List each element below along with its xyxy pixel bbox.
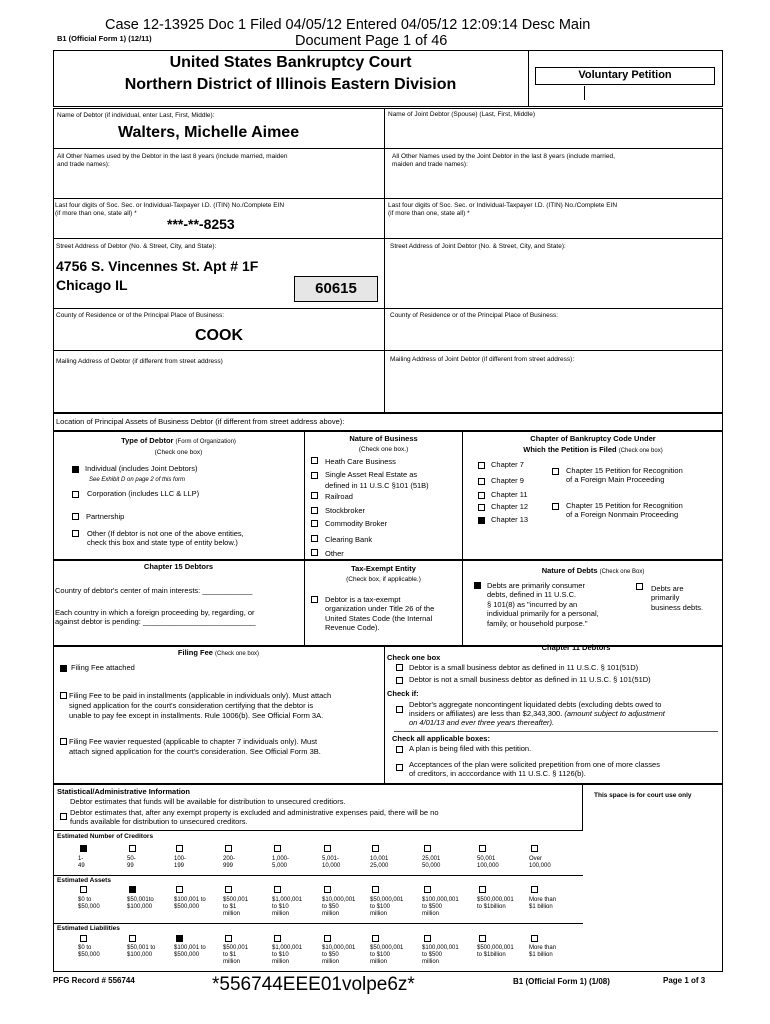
assets-estimate-checkbox[interactable]	[479, 886, 486, 893]
chapter-15-nonmain-checkbox[interactable]	[552, 503, 559, 510]
health-care-checkbox[interactable]	[311, 457, 318, 464]
debtor-other-names-label: All Other Names used by the Debtor in the last 8 years (include married, maiden and trade names):	[57, 153, 288, 168]
debtor-ssn: ***-**-8253	[167, 216, 235, 232]
fee-waiver-checkbox[interactable]	[60, 738, 67, 745]
assets-estimate-label: $1,000,001 to $10 million	[272, 897, 303, 918]
partnership-label: Partnership	[86, 512, 125, 521]
assets-label: Estimated Assets	[57, 877, 111, 884]
nature-debts-title: Nature of Debts (Check one Box)	[541, 566, 645, 575]
assets-estimate-label: $50,001to $100,000	[127, 897, 154, 911]
assets-estimate-checkbox[interactable]	[176, 886, 183, 893]
funds-available-label: Debtor estimates that funds will be available for distribution to unsecured creditiors.	[70, 797, 346, 806]
assets-estimate-label: $500,000,001 to $1billion	[477, 897, 514, 911]
liabilities-estimate-checkbox[interactable]	[424, 935, 431, 942]
installments-label: Filing Fee to be paid in installments (applicable in individuals only). Must attach signed application for the court's consideration certifying that the debtor is unable to pay fee except in installments. Rule 1006(b). See Official Form 3A.	[69, 691, 332, 720]
assets-estimate-label: $100,001 to $500,000	[174, 897, 206, 911]
creditor-estimate-checkbox[interactable]	[372, 845, 379, 852]
debtor-street-line-2: Chicago IL	[56, 277, 128, 293]
assets-estimate-label: More than $1 billion	[529, 897, 557, 911]
health-care-label: Heath Care Business	[325, 457, 396, 466]
stockbroker-checkbox[interactable]	[311, 507, 318, 514]
joint-county-label: County of Residence or of the Principal Place of Business:	[390, 312, 559, 319]
liabilities-label: Estimated Liabilities	[57, 925, 120, 932]
joint-name-label: Name of Joint Debtor (Spouse) (Last, First, Middle)	[388, 111, 536, 118]
chapter-subtitle: Which the Petition is Filed (Check one box)	[523, 445, 663, 454]
single-asset-label: Single Asset Real Estate as	[325, 470, 418, 479]
tax-exempt-subtitle: (Check box, if applicable.)	[346, 576, 421, 583]
assets-estimate-checkbox[interactable]	[80, 886, 87, 893]
clearing-bank-checkbox[interactable]	[311, 535, 318, 542]
debtor-name-label: Name of Debtor (if individual, enter Last, First, Middle):	[57, 112, 215, 119]
case-stamp: Case 12-13925 Doc 1 Filed 04/05/12 Entered 04/05/12 12:09:14 Desc Main	[105, 17, 591, 33]
creditor-estimate-label: 50- 99	[127, 856, 136, 870]
commodity-broker-checkbox[interactable]	[311, 520, 318, 527]
assets-estimate-checkbox[interactable]	[129, 886, 136, 893]
no-funds-checkbox[interactable]	[60, 813, 67, 820]
creditor-estimate-checkbox[interactable]	[176, 845, 183, 852]
chapter-7-label: Chapter 7	[491, 460, 524, 469]
chapter-11-check-if: Check if:	[387, 689, 419, 698]
exhibit-d-note: See Exhibit D on page 2 of this form	[89, 477, 186, 483]
single-asset-checkbox[interactable]	[311, 472, 318, 479]
chapter-12-label: Chapter 12	[491, 502, 529, 511]
not-small-business-label: Debtor is not a small business debtor as defined in 11 U.S.C. § 101(51D)	[409, 675, 651, 684]
assets-estimate-checkbox[interactable]	[324, 886, 331, 893]
filing-fee-title: Filing Fee (Check one box)	[177, 648, 260, 657]
creditor-estimate-checkbox[interactable]	[225, 845, 232, 852]
creditor-estimate-checkbox[interactable]	[424, 845, 431, 852]
chapter-15-nonmain-label: Chapter 15 Petition for Recognition of a Foreign Nonmain Proceeding	[566, 501, 683, 519]
individual-checkbox[interactable]	[72, 466, 79, 473]
plan-filed-label: A plan is being filed with this petition.	[409, 744, 532, 753]
chapter-11-title: Chapter 11 Debtors	[541, 643, 611, 652]
court-use-only: This space is for court use only	[594, 792, 692, 799]
creditor-estimate-checkbox[interactable]	[80, 845, 87, 852]
location-label: Location of Principal Assets of Business Debtor (if different from street address above):	[56, 417, 345, 426]
liabilities-estimate-checkbox[interactable]	[531, 935, 538, 942]
court-title: United States Bankruptcy Court	[169, 54, 412, 71]
debtor-county: COOK	[195, 327, 243, 344]
chapter-title: Chapter of Bankruptcy Code Under	[530, 434, 656, 443]
creditor-estimate-checkbox[interactable]	[129, 845, 136, 852]
tax-exempt-checkbox[interactable]	[311, 596, 318, 603]
railroad-checkbox[interactable]	[311, 492, 318, 499]
debtor-mailing-label: Mailing Address of Debtor (if different from street address)	[56, 358, 223, 365]
small-business-label: Debtor is a small business debtor as defined in 11 U.S.C. § 101(51D)	[409, 663, 639, 672]
chapter-11-label: Chapter 11	[491, 490, 528, 499]
liabilities-estimate-label: $0 to $50,000	[78, 945, 100, 959]
form-id: B1 (Official Form 1) (12/11)	[57, 34, 152, 43]
other-entity-checkbox[interactable]	[72, 530, 79, 537]
liabilities-estimate-checkbox[interactable]	[176, 935, 183, 942]
liabilities-estimate-checkbox[interactable]	[274, 935, 281, 942]
voluntary-petition-label: Voluntary Petition	[578, 69, 672, 81]
barcode-text: *556744EEE01volpe6z*	[212, 974, 415, 995]
debtor-street-label: Street Address of Debtor (No. & Street, City, and State):	[56, 243, 217, 250]
assets-estimate-checkbox[interactable]	[274, 886, 281, 893]
debtor-ssn-label: Last four digits of Soc. Sec. or Individual-Taxpayer I.D. (ITIN) No./Complete EIN (if more than one, state all) *	[55, 202, 285, 217]
fee-waiver-label: Filing Fee wavier requested (applicable to chapter 7 individuals only). Must attach signed application for the court's consideration. See Official Form 3B.	[69, 737, 321, 756]
joint-other-names-label: All Other Names used by the Joint Debtor in the last 8 years (include married, maiden and trade names):	[392, 153, 615, 168]
nature-business-subtitle: (Check one box.)	[358, 446, 409, 453]
tax-exempt-text: Debtor is a tax-exempt organization under Title 26 of the United States Code (the Internal Revenue Code).	[325, 595, 435, 633]
assets-estimate-checkbox[interactable]	[225, 886, 232, 893]
liabilities-estimate-checkbox[interactable]	[324, 935, 331, 942]
single-asset-definition: defined in 11 U.S.C §101 (51B)	[325, 481, 429, 490]
statistical-title: Statistical/Administrative Information	[57, 787, 190, 796]
assets-estimate-label: $100,000,001 to $500 million	[422, 897, 459, 918]
chapter-12-checkbox[interactable]	[478, 504, 485, 511]
clearing-bank-label: Clearing Bank	[325, 535, 373, 544]
other-business-label: Other	[325, 549, 344, 558]
liabilities-estimate-checkbox[interactable]	[225, 935, 232, 942]
assets-estimate-checkbox[interactable]	[531, 886, 538, 893]
chapter-11-check-one: Check one box	[387, 653, 441, 662]
liabilities-estimate-checkbox[interactable]	[129, 935, 136, 942]
creditor-estimate-checkbox[interactable]	[479, 845, 486, 852]
liabilities-estimate-label: $100,000,001 to $500 million	[422, 945, 459, 966]
nature-business-title: Nature of Business	[349, 434, 418, 443]
acceptances-label: Acceptances of the plan were solicited prepetition from one of more classes of creditors, in acccordance with 11 U.S.C. § 1126(b).	[409, 760, 660, 778]
chapter-9-checkbox[interactable]	[478, 478, 485, 485]
court-district: Northern District of Illinois Eastern Division	[124, 76, 457, 93]
creditor-estimate-label: 50,001 100,000	[477, 856, 499, 870]
filing-fee-attached-checkbox[interactable]	[60, 665, 67, 672]
joint-street-label: Street Address of Joint Debtor (No. & Street, City, and State):	[390, 243, 566, 250]
creditor-estimate-checkbox[interactable]	[274, 845, 281, 852]
debtor-zip: 60615	[315, 280, 357, 297]
creditor-estimate-checkbox[interactable]	[324, 845, 331, 852]
debtor-name: Walters, Michelle Aimee	[118, 124, 300, 141]
business-debts-checkbox[interactable]	[636, 583, 643, 590]
liabilities-estimate-checkbox[interactable]	[479, 935, 486, 942]
creditor-estimate-label: 200- 999	[223, 856, 236, 870]
chapter-15-main-checkbox[interactable]	[552, 468, 559, 475]
foreign-proceeding-countries: Each country in which a foreign proceeding by, regarding, or against debtor is pending: ___________________________	[55, 608, 256, 626]
consumer-debts-checkbox[interactable]	[474, 582, 481, 589]
creditor-estimate-label: 25,001 50,000	[422, 856, 441, 870]
chapter-15-debtors-title: Chapter 15 Debtors	[143, 562, 214, 571]
page-number: Page 1 of 3	[663, 976, 706, 985]
no-funds-label: Debtor estimates that, after any exempt property is excluded and administrative expenses paid, there will be no funds available for distribution to unsecured creditors.	[70, 808, 439, 826]
liabilities-estimate-label: $50,001 to $100,000	[127, 945, 156, 959]
chapter-13-checkbox[interactable]	[478, 517, 485, 524]
chapter-15-main-label: Chapter 15 Petition for Recognition of a Foreign Main Proceeding	[566, 466, 683, 484]
pfg-record: PFG Record # 556744	[53, 976, 135, 985]
joint-mailing-label: Mailing Address of Joint Debtor (if different from street address):	[390, 356, 575, 363]
not-small-business-checkbox[interactable]	[396, 677, 403, 684]
assets-estimate-checkbox[interactable]	[372, 886, 379, 893]
other-business-checkbox[interactable]	[311, 549, 318, 556]
liabilities-estimate-label: $500,000,001 to $1billion	[477, 945, 514, 959]
creditors-label: Estimated Number of Creditors	[57, 833, 154, 840]
liabilities-estimate-label: $10,000,001 to $50 million	[322, 945, 356, 966]
creditor-estimate-label: 100- 199	[174, 856, 187, 870]
railroad-label: Railroad	[325, 492, 353, 501]
chapter-11-checkbox[interactable]	[478, 492, 485, 499]
aggregate-debts-label: Debtor's aggregate noncontingent liquidated debts (excluding debts owed to insiders or affiliates) are less than $2,343,300. (amount subject to adjustment on 4/01/13 and ever three years thereafter).	[409, 700, 665, 727]
stockbroker-label: Stockbroker	[325, 506, 366, 515]
small-business-checkbox[interactable]	[396, 664, 403, 671]
liabilities-estimate-label: $100,001 to $500,000	[174, 945, 206, 959]
chapter-7-checkbox[interactable]	[478, 462, 485, 469]
type-of-debtor-title: Type of Debtor (Form of Organization)	[121, 436, 236, 445]
liabilities-estimate-checkbox[interactable]	[80, 935, 87, 942]
assets-estimate-checkbox[interactable]	[424, 886, 431, 893]
creditor-estimate-label: 10,001 25,000	[370, 856, 389, 870]
corporation-label: Corporation (includes LLC & LLP)	[87, 489, 200, 498]
aggregate-debts-checkbox[interactable]	[396, 706, 403, 713]
document-page-stamp: Document Page 1 of 46	[295, 33, 448, 49]
assets-estimate-label: $50,000,001 to $100 million	[370, 897, 404, 918]
liabilities-estimate-label: $500,001 to $1 million	[223, 945, 249, 966]
assets-estimate-label: $0 to $50,000	[78, 897, 100, 911]
assets-estimate-label: $10,000,001 to $50 million	[322, 897, 356, 918]
chapter-9-label: Chapter 9	[491, 476, 524, 485]
country-main-interests: Country of debtor's center of main interests: ____________	[55, 586, 253, 595]
individual-label: Individual (includes Joint Debtors)	[85, 464, 198, 473]
tax-exempt-title: Tax-Exempt Entity	[351, 564, 416, 573]
chapter-11-check-all: Check all applicable boxes:	[392, 734, 490, 743]
consumer-debts-label: Debts are primarily consumer debts, defined in 11 U.S.C. § 101(8) as "incurred by an individual primarily for a personal, family, or household purpose."	[487, 581, 599, 628]
chapter-13-label: Chapter 13	[491, 515, 529, 524]
assets-estimate-label: $500,001 to $1 million	[223, 897, 249, 918]
liabilities-estimate-checkbox[interactable]	[372, 935, 379, 942]
form-footer-id: B1 (Official Form 1) (1/08)	[513, 977, 610, 986]
commodity-broker-label: Commodity Broker	[325, 519, 388, 528]
creditor-estimate-label: 1,000- 5,000	[272, 856, 290, 870]
creditor-estimate-label: 1- 49	[78, 856, 85, 870]
type-of-debtor-subtitle: (Check one box)	[154, 449, 203, 456]
acceptances-checkbox[interactable]	[396, 764, 403, 771]
liabilities-estimate-label: $50,000,001 to $100 million	[370, 945, 404, 966]
debtor-county-label: County of Residence or of the Principal Place of Business:	[56, 312, 225, 319]
debtor-street-line-1: 4756 S. Vincennes St. Apt # 1F	[56, 258, 259, 274]
business-debts-label: Debts are primarily business debts.	[651, 584, 704, 612]
installments-checkbox[interactable]	[60, 692, 67, 699]
creditor-estimate-label: 5,001- 10,000	[322, 856, 341, 870]
creditor-estimate-checkbox[interactable]	[531, 845, 538, 852]
filing-fee-attached-label: Filing Fee attached	[71, 663, 135, 672]
liabilities-estimate-label: $1,000,001 to $10 million	[272, 945, 303, 966]
partnership-checkbox[interactable]	[72, 513, 79, 520]
corporation-checkbox[interactable]	[72, 491, 79, 498]
other-entity-label: Other (If debtor is not one of the above entities, check this box and state type of entity below.)	[87, 529, 244, 547]
liabilities-estimate-label: More than $1 billion	[529, 945, 557, 959]
plan-filed-checkbox[interactable]	[396, 746, 403, 753]
joint-ssn-label: Last four digits of Soc. Sec. or Individual-Taxpayer I.D. (ITIN) No./Complete EIN (if more than one, state all) *	[388, 202, 618, 217]
creditor-estimate-label: Over 100,000	[529, 856, 551, 870]
